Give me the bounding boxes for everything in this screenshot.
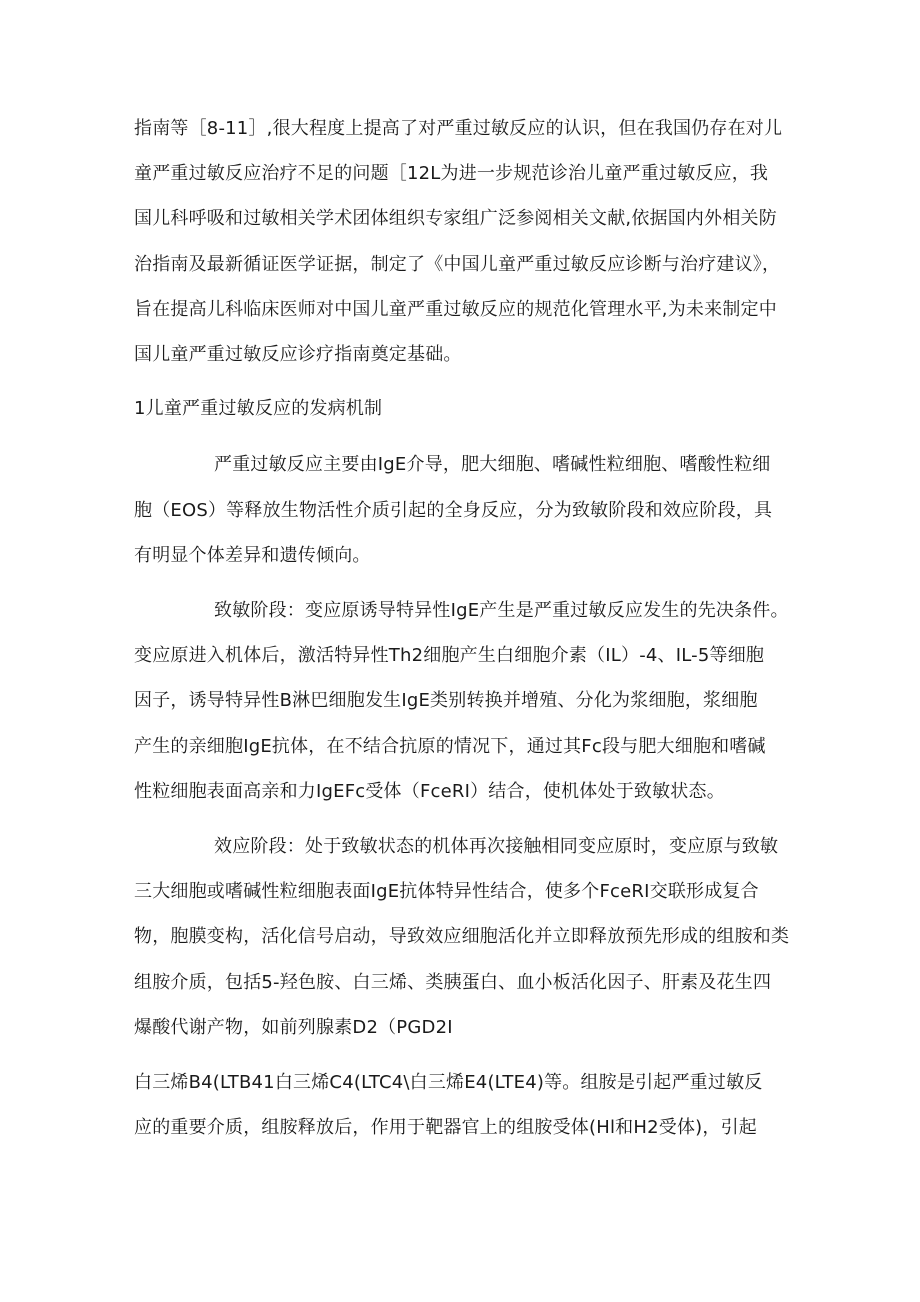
text-line: 应的重要介质，组胺释放后，作用于靶器官上的组胺受体(Hl和H2受体)，引起 <box>134 1117 757 1138</box>
text-line: 有明显个体差异和遗传倾向。 <box>134 545 371 566</box>
text-line: 国儿科呼吸和过敏相关学术团体组织专家组广泛参阅相关文献,依据国内外相关防 <box>134 208 777 229</box>
text-line: 性粒细胞表面高亲和力IgEFc受体（FceRI）结合，使机体处于致敏状态。 <box>134 781 725 802</box>
text-line: 效应阶段：处于致敏状态的机体再次接触相同变应原时，变应原与致敏 <box>214 836 779 857</box>
text-line: 指南等［8-11］,很大程度上提高了对严重过敏反应的认识，但在我国仍存在对儿 <box>134 118 783 139</box>
text-line: 胞（EOS）等释放生物活性介质引起的全身反应，分为致敏阶段和效应阶段，具 <box>134 500 773 521</box>
text-line: 童严重过敏反应治疗不足的问题［12L为进一步规范诊治儿童严重过敏反应，我 <box>134 163 769 184</box>
text-line: 组胺介质，包括5-羟色胺、白三烯、类胰蛋白、血小板活化因子、肝素及花生四 <box>134 972 772 993</box>
text-line: 旨在提高儿科临床医师对中国儿童严重过敏反应的规范化管理水平,为未来制定中 <box>134 299 777 320</box>
text-line: 国儿童严重过敏反应诊疗指南奠定基础。 <box>134 344 462 365</box>
text-line: 变应原进入机体后，激活特异性Th2细胞产生白细胞介素（IL）-4、IL-5等细胞 <box>134 645 765 666</box>
text-line: 因子，诱导特异性B淋巴细胞发生IgE类别转换并增殖、分化为浆细胞，浆细胞 <box>134 690 758 711</box>
text-line: 三大细胞或嗜碱性粒细胞表面IgE抗体特异性结合，使多个FceRI交联形成复合 <box>134 881 759 902</box>
section-heading: 1儿童严重过敏反应的发病机制 <box>134 398 383 419</box>
text-line: 致敏阶段：变应原诱导特异性IgE产生是严重过敏反应发生的先决条件。 <box>214 600 789 621</box>
text-line: 治指南及最新循证医学证据，制定了《中国儿童严重过敏反应诊断与治疗建议》， <box>134 254 781 275</box>
text-line: 物，胞膜变构，活化信号启动，导致效应细胞活化并立即释放预先形成的组胺和类 <box>134 926 790 947</box>
text-line: 严重过敏反应主要由IgE介导，肥大细胞、嗜碱性粒细胞、嗜酸性粒细 <box>214 454 771 475</box>
text-line: 产生的亲细胞IgE抗体，在不结合抗原的情况下，通过其Fc段与肥大细胞和嗜碱 <box>134 736 766 757</box>
text-line: 白三烯B4(LTB41白三烯C4(LTC4\白三烯E4(LTE4)等。组胺是引起严重过敏反 <box>134 1072 763 1093</box>
text-line: 爆酸代谢产物，如前列腺素D2（PGD2I <box>134 1017 453 1038</box>
